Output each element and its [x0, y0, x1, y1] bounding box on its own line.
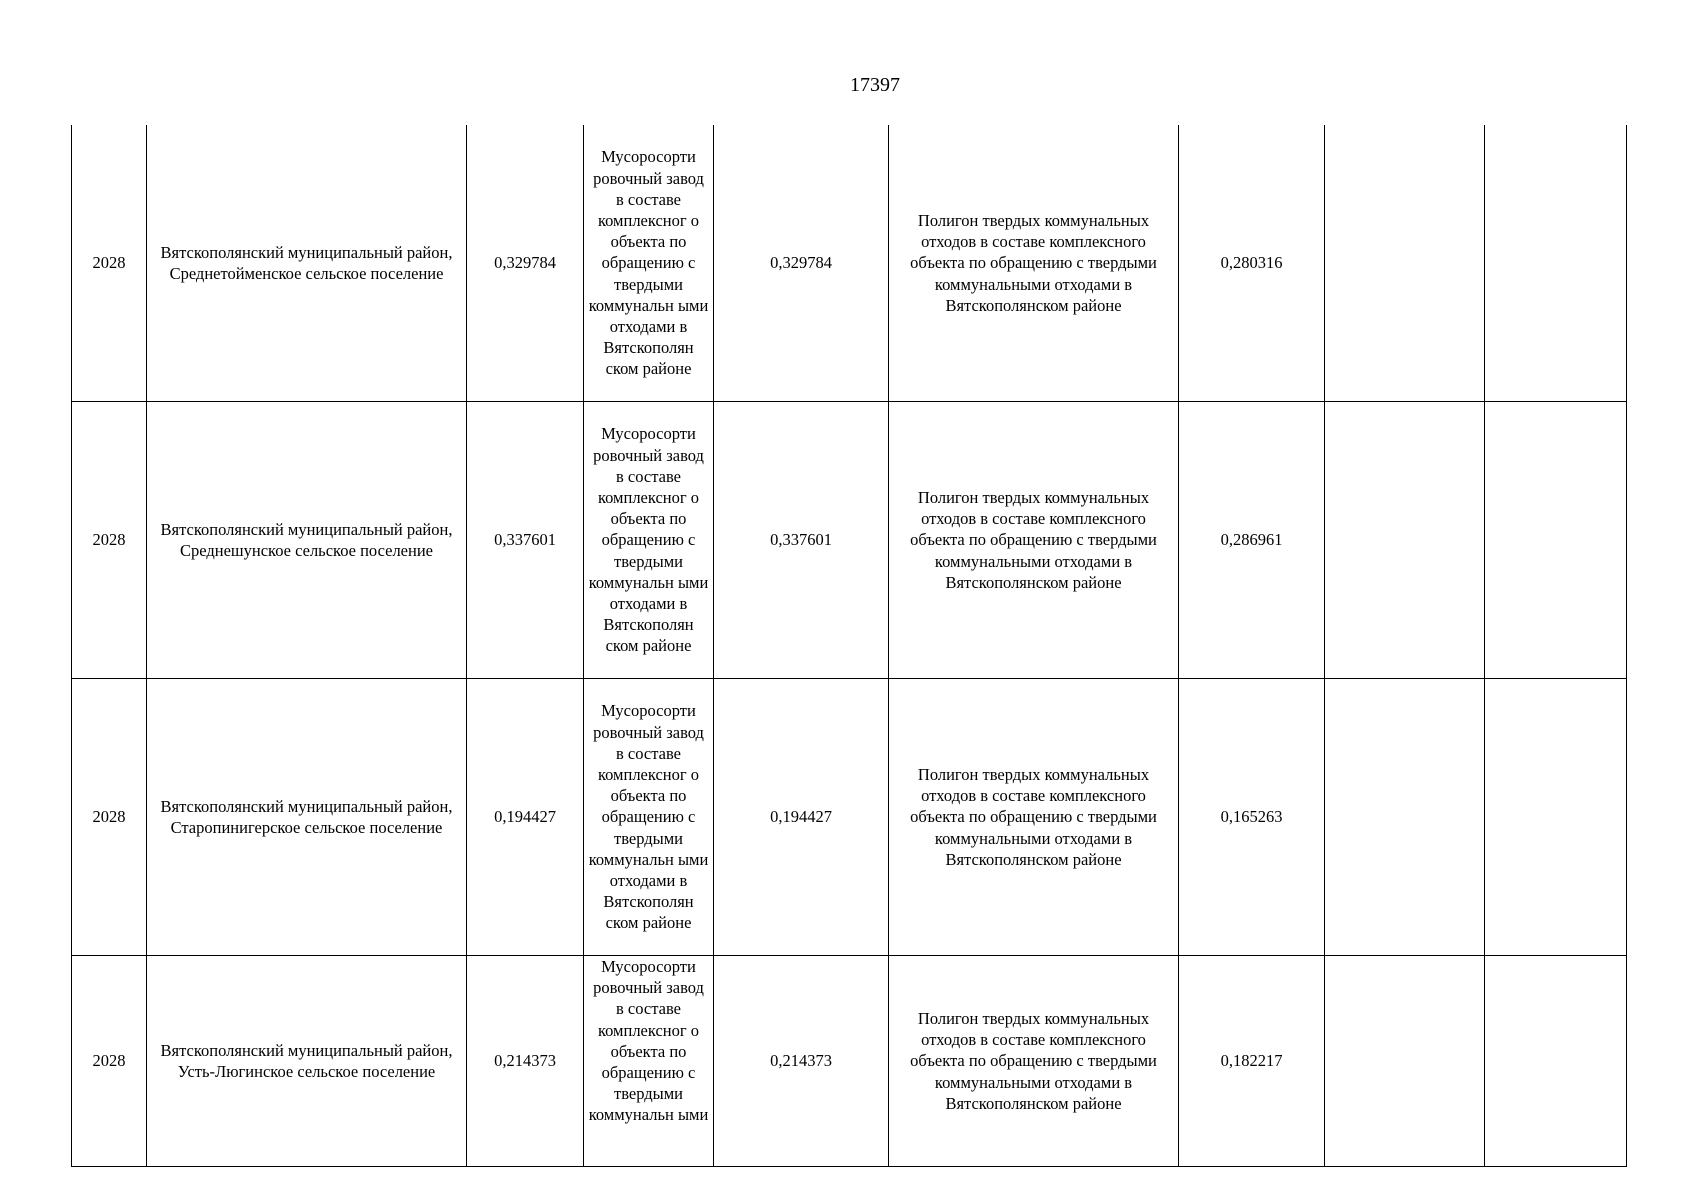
volume-total-cell: 0,194427: [467, 679, 584, 956]
volume-total-cell: 0,214373: [467, 956, 584, 1167]
empty-cell: [1325, 125, 1485, 402]
territory-cell: Вятскополянский муниципальный район, Среднетойменское сельское поселение: [147, 125, 467, 402]
landfill-cell: Полигон твердых коммунальных отходов в составе комплексного объекта по обращению с твердыми коммунальными отходами в Вятскополянском районе: [889, 956, 1179, 1167]
volume-landfill-cell: 0,280316: [1179, 125, 1325, 402]
sorting-facility-cell: Мусоросорти ровочный завод в составе комплексног о объекта по обращению с твердыми коммунальн ыми: [584, 956, 714, 1167]
volume-total-cell: 0,337601: [467, 402, 584, 679]
empty-cell: [1485, 402, 1627, 679]
volume-sorting-cell: 0,214373: [714, 956, 889, 1167]
volume-landfill-cell: 0,182217: [1179, 956, 1325, 1167]
landfill-cell: Полигон твердых коммунальных отходов в составе комплексного объекта по обращению с твердыми коммунальными отходами в Вятскополянском районе: [889, 402, 1179, 679]
empty-cell: [1325, 679, 1485, 956]
year-cell: 2028: [72, 956, 147, 1167]
year-cell: 2028: [72, 679, 147, 956]
volume-landfill-cell: 0,286961: [1179, 402, 1325, 679]
table-row: [72, 402, 1627, 679]
volume-sorting-cell: 0,194427: [714, 679, 889, 956]
empty-cell: [1485, 956, 1627, 1167]
empty-cell: [1325, 402, 1485, 679]
empty-cell: [1485, 125, 1627, 402]
year-cell: 2028: [72, 402, 147, 679]
sorting-facility-cell: Мусоросорти ровочный завод в составе комплексног о объекта по обращению с твердыми коммунальн ыми отходами в Вятскополян ском районе: [584, 679, 714, 956]
landfill-cell: Полигон твердых коммунальных отходов в составе комплексного объекта по обращению с твердыми коммунальными отходами в Вятскополянском районе: [889, 125, 1179, 402]
territory-cell: Вятскополянский муниципальный район, Старопинигерское сельское поселение: [147, 679, 467, 956]
empty-cell: [1485, 679, 1627, 956]
volume-total-cell: 0,329784: [467, 125, 584, 402]
territory-cell: Вятскополянский муниципальный район, Среднешунское сельское поселение: [147, 402, 467, 679]
waste-flow-table: [71, 125, 1627, 1167]
table-row: [72, 125, 1627, 402]
sorting-facility-cell: Мусоросорти ровочный завод в составе комплексног о объекта по обращению с твердыми коммунальн ыми отходами в Вятскополян ском районе: [584, 402, 714, 679]
empty-cell: [1325, 956, 1485, 1167]
volume-landfill-cell: 0,165263: [1179, 679, 1325, 956]
table-row: [72, 956, 1627, 1167]
page-number: 17397: [850, 74, 900, 96]
volume-sorting-cell: 0,329784: [714, 125, 889, 402]
territory-cell: Вятскополянский муниципальный район, Усть-Люгинское сельское поселение: [147, 956, 467, 1167]
landfill-cell: Полигон твердых коммунальных отходов в составе комплексного объекта по обращению с твердыми коммунальными отходами в Вятскополянском районе: [889, 679, 1179, 956]
sorting-facility-cell: Мусоросорти ровочный завод в составе комплексног о объекта по обращению с твердыми коммунальн ыми отходами в Вятскополян ском районе: [584, 125, 714, 402]
year-cell: 2028: [72, 125, 147, 402]
volume-sorting-cell: 0,337601: [714, 402, 889, 679]
table-row: [72, 679, 1627, 956]
